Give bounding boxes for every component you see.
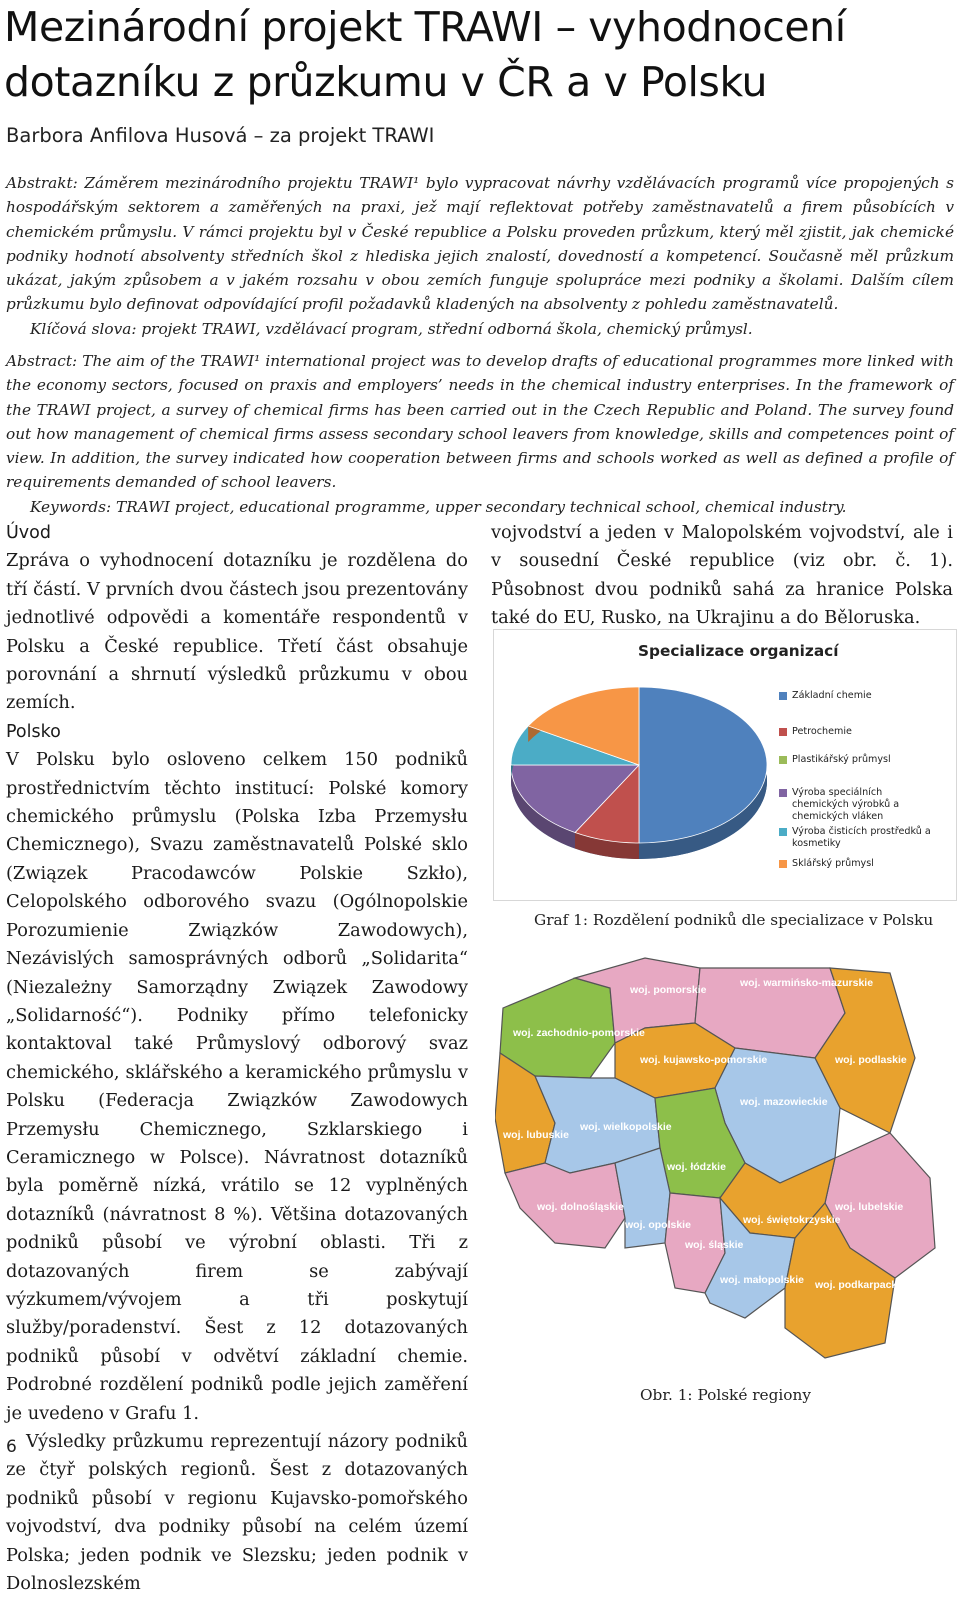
- paragraph-polsko: V Polsku bylo osloveno celkem 150 podniků prostřednictvím těchto institucí: Polské komory chemického průmyslu (Polska Izba Przemysłu Chemicznego), Svazu zaměstnavatelů Polské sklo (Związek Pracodawców Polskie Szkło), Celopolského odborového svazu (Ogólnopolskie Porozumienie Związków Zawodowych), Nezávislých samosprávných odborů „Solidarita“ (Niezależny Samorządny Związek Zawodowy „Solidarność“). Podniky přímo telefonicky kontaktoval také Průmyslový odborový svaz chemického, sklářského a keramického průmyslu v Polsku (Federacja Związków Zawodowych Przemysłu Chemicznego, Szklarskiego i Ceramicznego w Polsce). Návratnost dotazníků byla poměrně nízká, vrátilo se 12 vyplněných dotazníků (návratnost 8 %). Většina dotazovaných podniků působí ve výrobní oblasti. Tři z dotazovaných firem se zabývají výzkumem/vývojem a tři poskytují služby/poradenství. Šest z 12 dotazovaných podniků působí v odvětví základní chemie. Podrobné rozdělení podniků podle jejich zaměření je uvedeno v Grafu 1.: [6, 749, 468, 1424]
- label-podkarpackie: woj. podkarpackie: [815, 1279, 907, 1291]
- label-slaskie: woj. śląskie: [685, 1239, 744, 1251]
- label-lubelskie: woj. lubelskie: [835, 1201, 904, 1213]
- label-lubuskie: woj. lubuskie: [503, 1129, 569, 1141]
- heading-uvod: Úvod: [6, 523, 51, 543]
- article-title-line-2: dotazníku z průzkumu v ČR a v Polsku: [4, 58, 768, 106]
- legend-label-1: Petrochemie: [792, 726, 852, 737]
- pie-svg: [494, 630, 784, 890]
- legend-item-2: [792, 754, 942, 766]
- poland-map: [495, 948, 953, 1366]
- chart-title: Specializace organizací: [638, 642, 839, 660]
- abstract-cz-keywords: Klíčová slova: projekt TRAWI, vzdělávací program, střední odborná škola, chemický průmysl.: [30, 319, 753, 338]
- abstract-cz-text: Abstrakt: Záměrem mezinárodního projektu TRAWI¹ bylo vypracovat návrhy vzdělávacích programů více propojených s hospodářským sektorem a zaměřených na praxi, jež mají reflektovat potřeby zaměstnavatelů a firem působících v chemickém průmyslu. V rámci projektu byl v České republice a Polsku proveden průzkum, který měl zjistit, jak chemické podniky hodnotí absolventy středních škol z hlediska jejich znalostí, dovedností a kompetencí. Současně měl průzkum ukázat, jakým způsobem a v jakém rozsahu v obou zemích funguje spolupráce mezi podniky a školami. Dalším cílem průzkumu bylo definovat odpovídající profil požadavků kladených na absolventy z pohledu zaměstnavatelů.: [6, 174, 954, 314]
- label-mazowieckie: woj. mazowieckie: [740, 1096, 828, 1108]
- label-swietokrzyskie: woj. świętokrzyskie: [743, 1214, 841, 1226]
- legend-label-4: Výroba čisticích prostředků a kosmetiky: [792, 826, 931, 849]
- legend-swatch-5: [779, 860, 787, 868]
- legend-swatch-0: [779, 692, 787, 700]
- label-dolnoslaskie: woj. dolnośląskie: [537, 1201, 624, 1213]
- label-opolskie: woj. opolskie: [625, 1219, 691, 1231]
- abstract-en: [6, 349, 954, 519]
- abstract-cz: [6, 171, 954, 341]
- abstract-en-text: Abstract: The aim of the TRAWI¹ international project was to develop drafts of educational programmes more linked with the economy sectors, focused on praxis and employers’ needs in the chemical industry enterprises. In the framework of the TRAWI project, a survey of chemical firms has been carried out in the Czech Republic and Poland. The survey found out how management of chemical firms assess secondary school leavers from knowledge, skills and competences point of view. In addition, the survey indicated how cooperation between firms and schools worked as well as defined a profile of requirements demanded of school leavers.: [6, 352, 954, 492]
- legend-item-1: [792, 726, 942, 738]
- article-title-line-1: Mezinárodní projekt TRAWI – vyhodnocení: [4, 3, 846, 51]
- right-column: [491, 519, 953, 633]
- legend-item-4: [792, 826, 942, 850]
- label-lodzkie: woj. łódzkie: [667, 1161, 726, 1173]
- label-podlaskie: woj. podlaskie: [835, 1054, 907, 1066]
- label-zachodniopomorskie: woj. zachodnio-pomorskie: [513, 1027, 645, 1039]
- legend-label-5: Sklářský průmysl: [792, 858, 874, 869]
- pie-chart: [493, 629, 957, 901]
- page-number: 6: [6, 1437, 17, 1457]
- author-line: Barbora Anfilova Husová – za projekt TRAWI: [6, 124, 435, 147]
- article-title: [4, 0, 956, 110]
- legend-swatch-4: [779, 828, 787, 836]
- left-column: [6, 519, 468, 1598]
- region-opolskie: [615, 1148, 670, 1248]
- paragraph-vysledky: Výsledky průzkumu reprezentují názory podniků ze čtyř polských regionů. Šest z dotazovaných podniků působí v regionu Kujavsko-pomořského vojvodství, dva podniky působí na celém území Polska; jeden podnik ve Slezsku; jeden podnik v Dolnoslezském: [6, 1431, 468, 1595]
- map-caption: Obr. 1: Polské regiony: [640, 1386, 811, 1404]
- legend-label-0: Základní chemie: [792, 690, 872, 701]
- poland-map-svg: [495, 948, 953, 1366]
- label-warminsko-mazurskie: woj. warmińsko-mazurskie: [740, 977, 874, 989]
- label-wielkopolskie: woj. wielkopolskie: [580, 1121, 672, 1133]
- heading-polsko: Polsko: [6, 721, 61, 742]
- label-kujawsko-pomorskie: woj. kujawsko-pomorskie: [640, 1054, 768, 1066]
- abstract-en-keywords: Keywords: TRAWI project, educational programme, upper secondary technical school, chemical industry.: [30, 497, 847, 516]
- paragraph-continued: vojvodství a jeden v Malopolském vojvodství, ale i v sousední České republice (viz obr. č. 1). Působnost dvou podniků sahá za hranice Polska také do EU, Rusko, na Ukrajinu a do Běloruska.: [491, 522, 953, 629]
- legend-item-0: [792, 690, 942, 702]
- legend-swatch-1: [779, 728, 787, 736]
- chart-caption: Graf 1: Rozdělení podniků dle specializace v Polsku: [534, 911, 934, 929]
- legend-swatch-3: [779, 789, 787, 797]
- label-malopolskie: woj. małopolskie: [720, 1274, 805, 1286]
- legend-label-2: Plastikářský průmysl: [792, 754, 891, 765]
- legend-item-3: [792, 787, 942, 823]
- legend-item-5: [792, 858, 942, 870]
- paragraph-uvod: Zpráva o vyhodnocení dotazníku je rozdělena do tří částí. V prvních dvou částech jsou prezentovány jednotlivé odpovědi a komentáře respondentů v Polsku a České republice. Třetí část obsahuje porovnání a shrnutí výsledků průzkumu v obou zemích.: [6, 550, 468, 714]
- legend-label-3: Výroba speciálních chemických výrobků a chemických vláken: [792, 787, 900, 822]
- legend-swatch-2: [779, 756, 787, 764]
- label-pomorskie: woj. pomorskie: [630, 984, 707, 996]
